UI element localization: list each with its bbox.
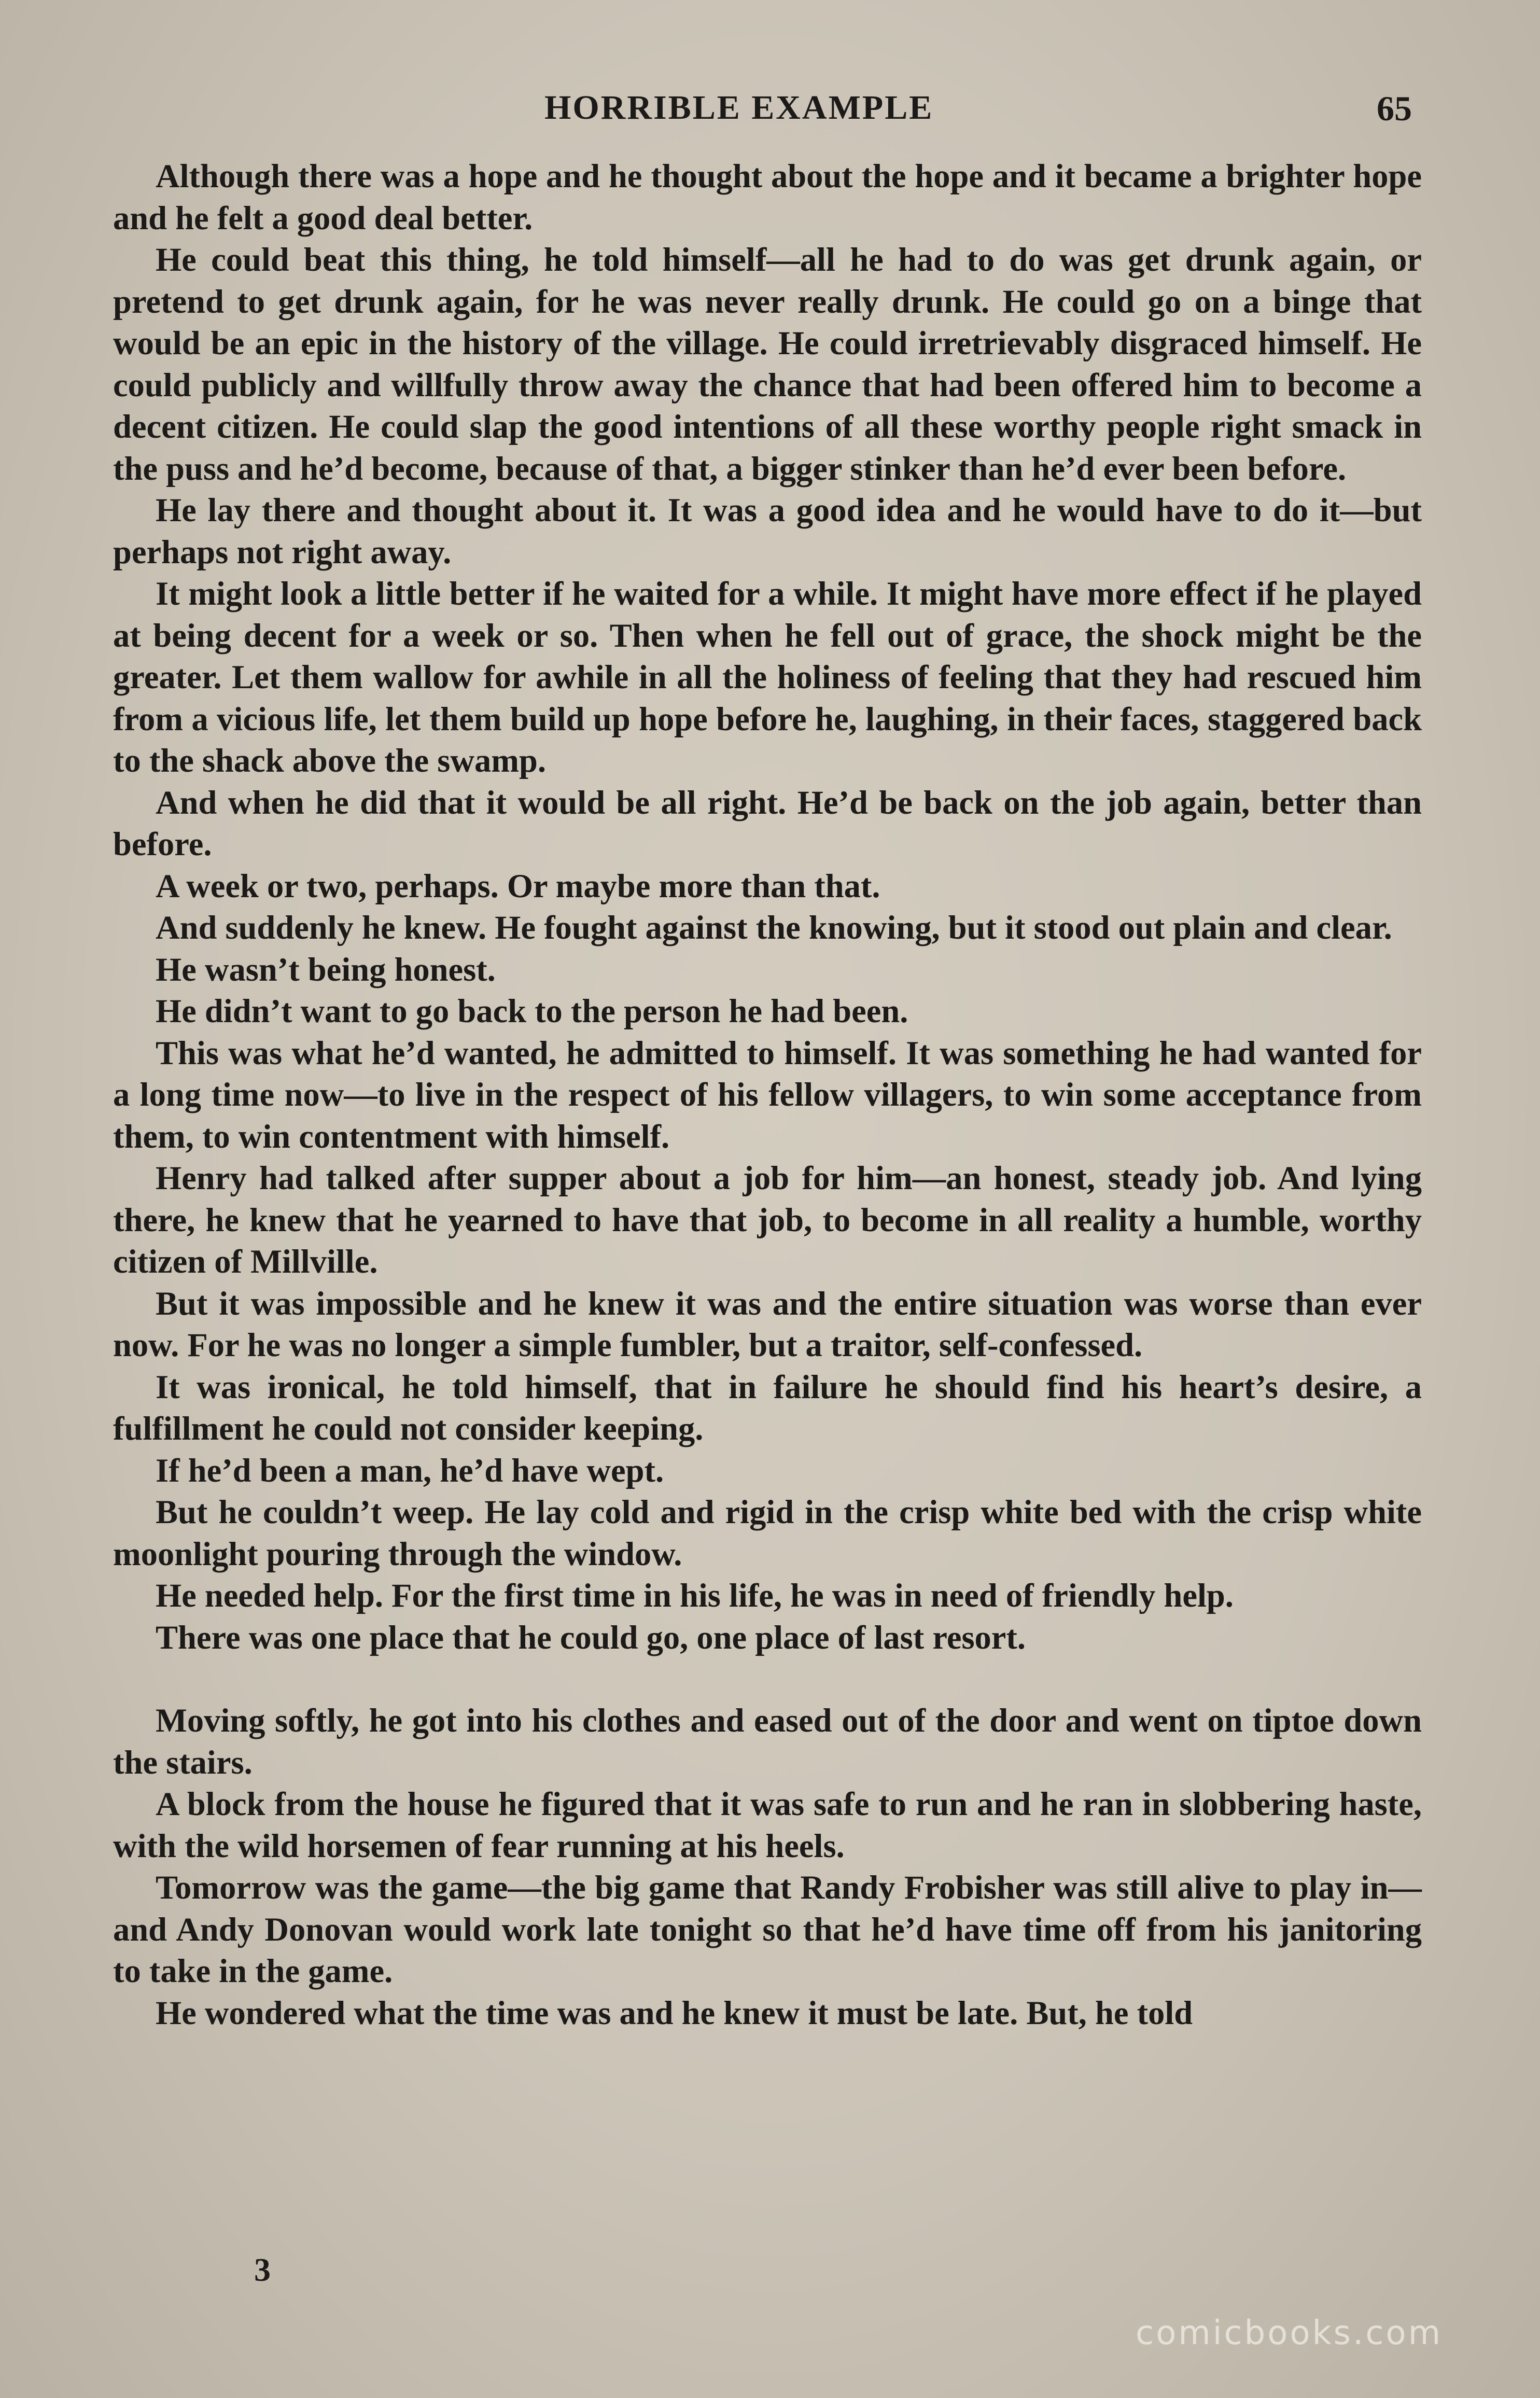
page-header — [0, 78, 1540, 130]
paragraph: Tomorrow was the game—the big game that Randy Frobisher was still alive to play in—and Andy Donovan would work late tonight so that he’d have time off from his janitoring to take in the game. — [113, 1869, 1422, 1989]
paragraph: He wasn’t being honest. — [156, 951, 496, 988]
paragraph: He could beat this thing, he told himself—all he had to do was get drunk again, or pretend to get drunk again, for he was never really drunk. He could go on a binge that would be an epic in the history of the village. He could irretrievably disgraced himself. He could publicly and willfully throw away the chance that had been offered him to become a decent citizen. He could slap the good intentions of all these worthy people right smack in the puss and he’d become, because of that, a bigger stinker than he’d ever been before. — [113, 241, 1422, 487]
paragraph: But it was impossible and he knew it was and the entire situation was worse than ever now. For he was no longer a simple fumbler, but a traitor, self-confessed. — [113, 1285, 1422, 1363]
paragraph: He lay there and thought about it. It was a good idea and he would have to do it—but perhaps not right away. — [113, 492, 1422, 570]
paragraph: This was what he’d wanted, he admitted to himself. It was something he had wanted for a long time now—to live in the respect of his fellow villagers, to win some acceptance from them, to win contentment with himself. — [113, 1034, 1422, 1155]
running-head: HORRIBLE EXAMPLE — [544, 89, 934, 127]
paragraph: Henry had talked after supper about a job for him—an honest, steady job. And lying there, he knew that he yearned to have that job, to become in all reality a humble, worthy citizen of Millville. — [113, 1160, 1422, 1280]
signature-mark: 3 — [254, 2251, 271, 2288]
page-number: 65 — [1377, 89, 1412, 128]
body-text — [113, 156, 1422, 2034]
paragraph: It was ironical, he told himself, that in failure he should find his heart’s desire, a fulfillment he could not consider keeping. — [113, 1368, 1422, 1447]
paragraph: Moving softly, he got into his clothes and eased out of the door and went on tiptoe down the stairs. — [113, 1702, 1422, 1781]
paragraph: And suddenly he knew. He fought against the knowing, but it stood out plain and clear. — [156, 909, 1392, 946]
paragraph: It might look a little better if he waited for a while. It might have more effect if he played at being decent for a week or so. Then when he fell out of grace, the shock might be the greater. Let them wallow for awhile in all the holiness of feeling that they had rescued him from a vicious life, let them build up hope before he, laughing, in their faces, staggered back to the shack above the swamp. — [113, 575, 1422, 779]
paragraph: Although there was a hope and he thought about the hope and it became a brighter hope and he felt a good deal better. — [113, 158, 1422, 236]
paragraph: But he couldn’t weep. He lay cold and rigid in the crisp white bed with the crisp white moonlight pouring through the window. — [113, 1494, 1422, 1572]
paragraph: A week or two, perhaps. Or maybe more than that. — [156, 867, 880, 904]
paragraph: He wondered what the time was and he knew it must be late. But, he told — [156, 1994, 1193, 2031]
paragraph: There was one place that he could go, one place of last resort. — [156, 1619, 1026, 1656]
paragraph: He didn’t want to go back to the person he had been. — [156, 993, 908, 1029]
paragraph: A block from the house he figured that it was safe to run and he ran in slobbering haste, with the wild horsemen of fear running at his heels. — [113, 1786, 1422, 1864]
paragraph: He needed help. For the first time in his life, he was in need of friendly help. — [156, 1577, 1234, 1614]
site-watermark: comicbooks.com — [1136, 2314, 1443, 2352]
paragraph: And when he did that it would be all right. He’d be back on the job again, better than before. — [113, 784, 1422, 862]
paragraph: If he’d been a man, he’d have wept. — [156, 1452, 664, 1489]
